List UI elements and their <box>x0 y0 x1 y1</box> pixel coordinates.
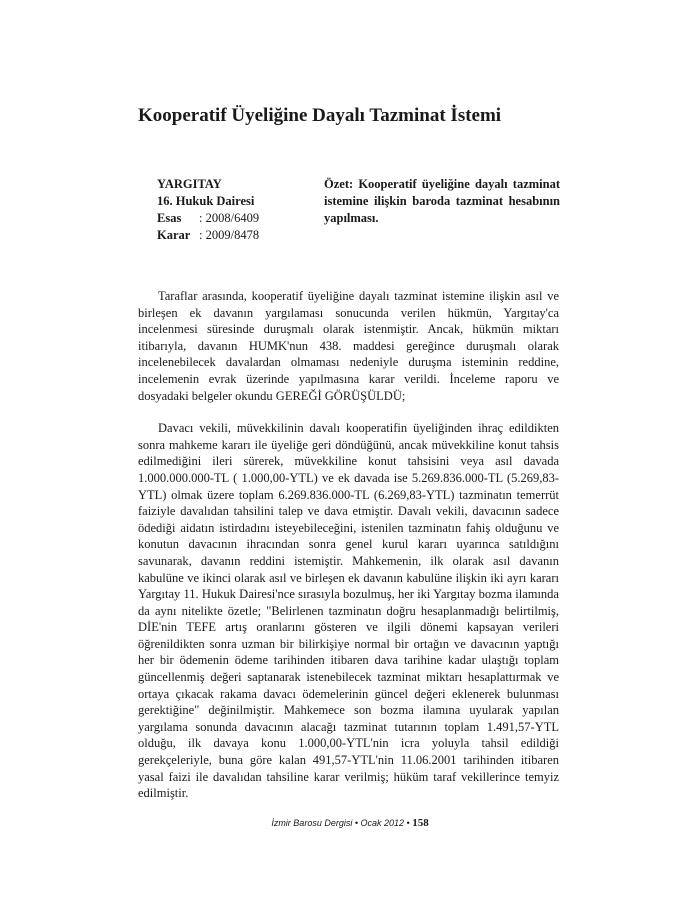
esas-label: Esas <box>157 211 182 225</box>
court-name: YARGITAY <box>157 177 222 191</box>
esas-value: : 2008/6409 <box>199 211 260 225</box>
summary: Özet: Kooperatif üyeliğine dayalı tazminat istemine ilişkin baroda tazminat hesabının yapılması. <box>324 177 560 225</box>
karar-value: : 2009/8478 <box>199 228 260 242</box>
article-body <box>138 288 559 818</box>
journal-name: İzmir Barosu Dergisi • Ocak 2012 • <box>271 818 410 828</box>
karar-row <box>157 227 317 244</box>
article-title: Kooperatif Üyeliğine Dayalı Tazminat İstemi <box>138 105 502 126</box>
court-info <box>157 176 317 244</box>
paragraph: Davacı vekili, müvekkilinin davalı kooperatifin üyeliğinden ihraç edildikten sonra mahkeme kararı ile üyeliğe geri döndüğünü, ancak müvekkiline konut tahsis edilmediğini ileri sürerek, müvekkiline konut tahsisini veya asıl davada 1.000.000.000-TL ( 1.000,00-YTL) ve ek davada ise 5.269.836.000-TL (5.269,83-YTL) olmak üzere toplam 6.269.836.000-TL (6.269,83-YTL) tazminatın temerrüt faiziyle davalıdan tahsilini talep ve dava etmiştir. Davalı vekili, davacının sadece ödediği aidatın istirdadını isteyebileceğini, istenilen tazminatın fahiş olduğunu ve konutun davacının ihracından sonra genel kurul kararı uyarınca satıldığını savunarak, davanın reddini istemiştir. Mahkemenin, ilk olarak asıl davanın kabulüne ve ikinci olarak asıl ve birleşen ek davanın kabulüne ilişkin iki ayrı kararı Yargıtay 11. Hukuk Dairesi'nce sırasıyla bozulmuş, her iki Yargıtay bozma ilamında da aynı nitelikte özetle; "Belirlenen tazminatın doğru hesaplanmadığı belirtilmiş, DİE'nin TEFE artış oranlarını gösteren ve ilgili dönemi kapsayan verileri öğrenildikten sonra uzman bir bilirkişiye normal bir ortağın ve davacının yaptığı her bir ödemenin ödeme tarihinden itibaren dava tarihine kadar ulaştığı toplam güncellenmiş değeri saptanarak istenebilecek tazminat miktarı hesaplattırmak ve ortaya çıkacak rakama davacı ödemelerinin güncel değeri eklenerek bulunması gerektiğine" değinilmiştir. Mahkemece son bozma ilamına uyularak yapılan yargılama sonunda davacının alacağı tazminat tutarının toplam 1.491,57-YTL olduğu, ilk davaya konu 1.000,00-YTL'nin icra yoluyla tahsil edildiği gerekçeleriyle, buna göre kalan 491,57-YTL'nin 11.06.2001 tarihinden itibaren yasal faizi ile davalıdan tahsiline karar verilmiş; hüküm taraf vekillerince temyiz edilmiştir. <box>138 421 559 801</box>
karar-label: Karar <box>157 228 191 242</box>
esas-row <box>157 210 317 227</box>
page-number: 158 <box>412 817 429 829</box>
court-chamber: 16. Hukuk Dairesi <box>157 194 255 208</box>
page-footer <box>0 817 700 829</box>
paragraph: Taraflar arasında, kooperatif üyeliğine dayalı tazminat istemine ilişkin asıl ve birleşen ek davanın yargılaması sonucunda verilen hükmün, Yargıtay'ca incelenmesi süresinde duruşmalı olarak istenmiştir. Ancak, hükmün miktarı itibarıyla, davanın HUMK'nun 438. maddesi gereğince duruşmalı olarak incelenebilecek davalardan olmaması nedeniyle duruşma isteminin reddine, incelemenin evrak üzerinde yapılmasına karar verildi. İnceleme raporu ve dosyadaki belgeler okundu GEREĞİ GÖRÜŞÜLDÜ; <box>138 289 559 403</box>
